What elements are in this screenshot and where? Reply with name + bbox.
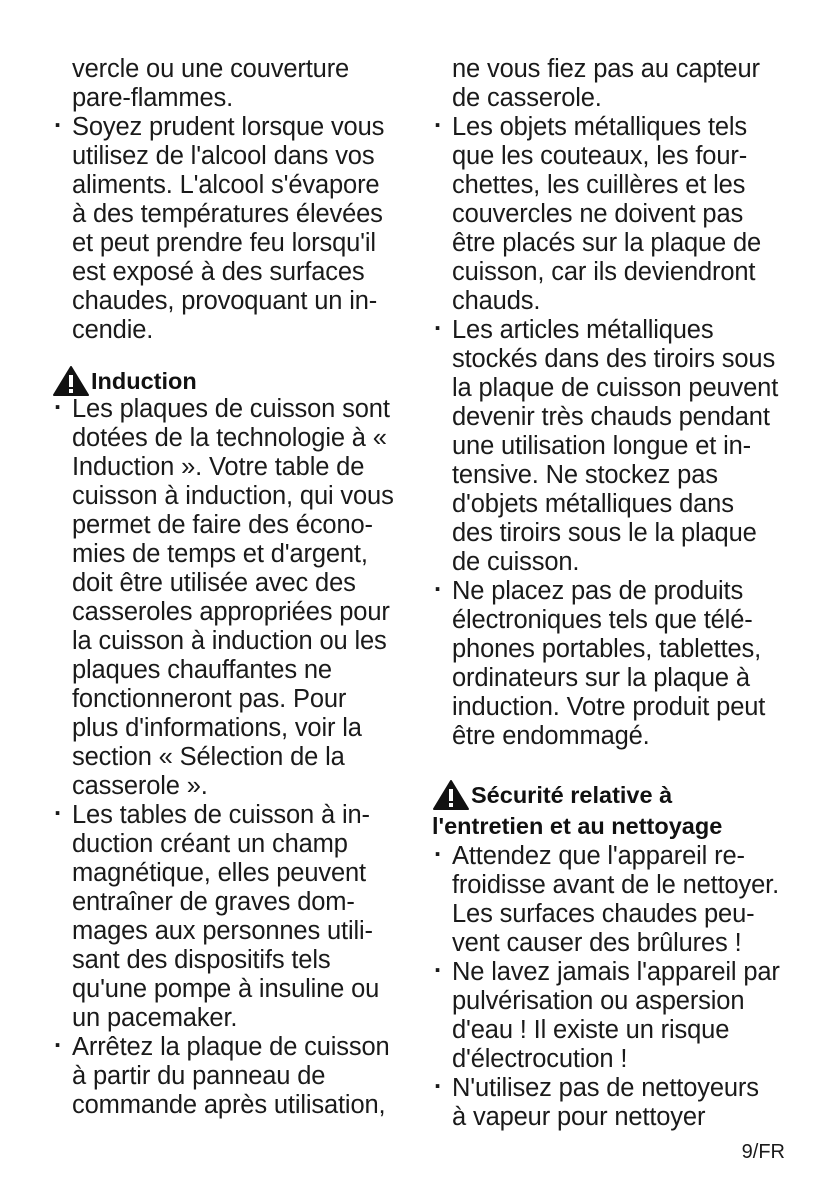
text-line: chettes, les cuillères et les	[452, 171, 746, 199]
text-line: · Les tables de cuisson à in-	[52, 801, 412, 830]
text-line: de cuisson.	[452, 548, 580, 576]
text-line: chaudes, provoquant un in-	[72, 287, 378, 315]
heading-text-line2: l'entretien et au nettoyage	[432, 813, 723, 839]
heading-text: Sécurité relative à	[471, 782, 673, 808]
text-line: d'objets métalliques dans	[452, 490, 734, 518]
text-line: et peut prendre feu lorsqu'il	[72, 229, 376, 257]
text-line: · Attendez que l'appareil re-	[432, 842, 804, 871]
text-line: à des températures élevées	[72, 200, 383, 228]
text-line: · Les plaques de cuisson sont	[52, 395, 412, 424]
bullet-electronics	[432, 577, 804, 751]
text-line: à vapeur pour nettoyer	[452, 1103, 706, 1131]
warning-triangle-icon	[432, 779, 470, 811]
induction-heading	[52, 365, 412, 397]
text-line: fonctionneront pas. Pour	[72, 685, 347, 713]
text-line: casseroles appropriées pour	[72, 598, 390, 626]
text-line: · Ne placez pas de produits	[432, 577, 804, 606]
text-line: d'électrocution !	[452, 1045, 628, 1073]
text-line: la plaque de cuisson peuvent	[452, 374, 779, 402]
text-line: est exposé à des surfaces	[72, 258, 365, 286]
text-line: chauds.	[452, 287, 541, 315]
bullet-magnetic	[52, 801, 412, 1033]
page-number: 9/FR	[741, 1141, 785, 1163]
safety-heading	[432, 779, 804, 811]
text-line: Induction ». Votre table de	[72, 453, 365, 481]
text-line: la cuisson à induction ou les	[72, 627, 387, 655]
text-line: · Ne lavez jamais l'appareil par	[432, 958, 804, 987]
bullet-alcohol	[52, 113, 412, 345]
text-line: stockés dans des tiroirs sous	[452, 345, 776, 373]
text-line: phones portables, tablettes,	[452, 635, 762, 663]
text-line: · Arrêtez la plaque de cuisson	[52, 1033, 412, 1062]
text-line: utilisez de l'alcool dans vos	[72, 142, 375, 170]
text-line: magnétique, elles peuvent	[72, 859, 366, 887]
text-line: mies de temps et d'argent,	[72, 540, 368, 568]
text-line: plaques chauffantes ne	[72, 656, 332, 684]
text-line: plus d'informations, voir la	[72, 714, 362, 742]
text-line: duction créant un champ	[72, 830, 348, 858]
text-line: vent causer des brûlures !	[452, 929, 742, 957]
text-line: de casserole.	[452, 84, 602, 112]
text-line: entraîner de graves dom-	[72, 888, 355, 916]
text-line: électroniques tels que télé-	[452, 606, 753, 634]
text-line: un pacemaker.	[72, 1004, 238, 1032]
text-line: cuisson, car ils deviendront	[452, 258, 756, 286]
text-line: que les couteaux, les four-	[452, 142, 748, 170]
text-line: · Les objets métalliques tels	[432, 113, 804, 142]
text-line: être placés sur la plaque de	[452, 229, 762, 257]
text-line: vercle ou une couverture	[72, 55, 350, 83]
text-line: qu'une pompe à insuline ou	[72, 975, 380, 1003]
left-column	[52, 55, 412, 1120]
text-line: aliments. L'alcool s'évapore	[72, 171, 380, 199]
text-line: à partir du panneau de	[72, 1062, 326, 1090]
bullet-metal-objects	[432, 113, 804, 316]
text-line: permet de faire des écono-	[72, 511, 373, 539]
text-line: casserole ».	[72, 772, 208, 800]
text-line: commande après utilisation,	[72, 1091, 386, 1119]
warning-triangle-icon	[52, 365, 90, 397]
bullet-steam	[432, 1074, 804, 1132]
text-line: cuisson à induction, qui vous	[72, 482, 394, 510]
text-line: une utilisation longue et in-	[452, 432, 752, 460]
text-line: mages aux personnes utili-	[72, 917, 373, 945]
text-line: · Les articles métalliques	[432, 316, 804, 345]
bullet-induction-tech	[52, 395, 412, 801]
text-line: couvercles ne doivent pas	[452, 200, 744, 228]
bullet-water	[432, 958, 804, 1074]
text-line: Les surfaces chaudes peu-	[452, 900, 755, 928]
text-line: dotées de la technologie à «	[72, 424, 387, 452]
text-line: tensive. Ne stockez pas	[452, 461, 718, 489]
text-line: d'eau ! Il existe un risque	[452, 1016, 730, 1044]
right-column	[432, 55, 804, 1132]
text-line: devenir très chauds pendant	[452, 403, 770, 431]
text-line: doit être utilisée avec des	[72, 569, 356, 597]
heading-text: Induction	[91, 368, 197, 394]
text-line: induction. Votre produit peut	[452, 693, 766, 721]
text-line: cendie.	[72, 316, 154, 344]
text-line: des tiroirs sous le la plaque	[452, 519, 757, 547]
text-line: froidisse avant de le nettoyer.	[452, 871, 780, 899]
text-line: être endommagé.	[452, 722, 650, 750]
text-line: section « Sélection de la	[72, 743, 345, 771]
text-line: sant des dispositifs tels	[72, 946, 331, 974]
bullet-stop	[52, 1033, 412, 1120]
text-line: pare-flammes.	[72, 84, 234, 112]
text-line: · Soyez prudent lorsque vous	[52, 113, 412, 142]
text-line: ordinateurs sur la plaque à	[452, 664, 750, 692]
text-line: pulvérisation ou aspersion	[452, 987, 745, 1015]
bullet-cool	[432, 842, 804, 958]
text-line: · N'utilisez pas de nettoyeurs	[432, 1074, 804, 1103]
bullet-drawers	[432, 316, 804, 577]
text-line: ne vous fiez pas au capteur	[452, 55, 760, 83]
